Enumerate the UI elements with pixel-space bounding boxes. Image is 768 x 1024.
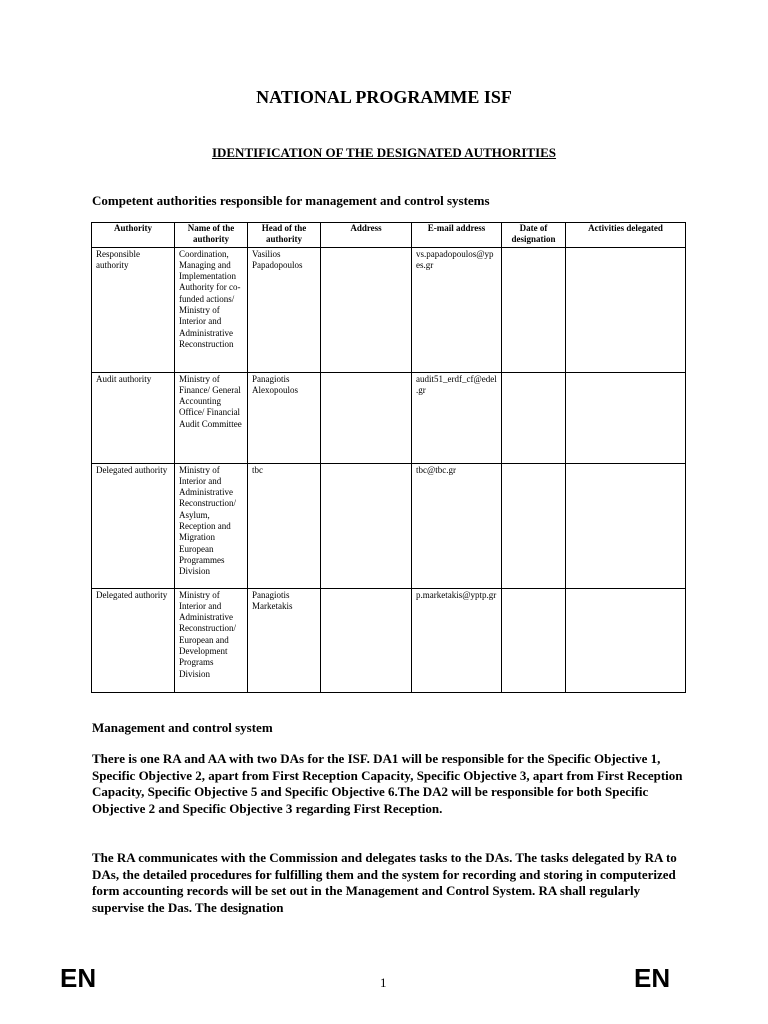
cell-activities [566,463,686,588]
header-activities: Activities delegated [566,223,686,248]
cell-address [321,372,412,463]
header-name: Name of the authority [175,223,248,248]
cell-date [502,588,566,692]
table-row [92,463,686,588]
header-address: Address [321,223,412,248]
authorities-table [91,222,686,693]
mcs-paragraph-1: There is one RA and AA with two DAs for the ISF. DA1 will be responsible for the Specific Objective 1, Specific Objective 2, apart from First Reception Capacity, Specific Objective 3, apart from First Reception Capacity, Specific Objective 5 and Specific Objective 6.The DA2 will be responsible for both Specific Objective 2 and Specific Objective 3 regarding First Reception. [92,751,683,816]
cell-authority: Audit authority [92,372,175,463]
cell-name: Ministry of Interior and Administrative Reconstruction/ Asylum, Reception and Migration European Programmes Division [175,463,248,588]
cell-activities [566,588,686,692]
table-header-row [92,223,686,248]
cell-activities [566,372,686,463]
cell-date [502,247,566,372]
cell-activities [566,247,686,372]
table-row [92,372,686,463]
page-title: NATIONAL PROGRAMME ISF [256,87,512,107]
header-date: Date of designation [502,223,566,248]
footer-language-left: EN [60,963,97,993]
cell-address [321,588,412,692]
cell-date [502,372,566,463]
section-title: IDENTIFICATION OF THE DESIGNATED AUTHORITIES [211,145,557,160]
footer-language-right: EN [634,963,671,993]
table-row [92,588,686,692]
cell-address [321,463,412,588]
cell-authority: Responsible authority [92,247,175,372]
mcs-heading: Management and control system [92,720,273,735]
header-authority: Authority [92,223,175,248]
header-email: E-mail address [412,223,502,248]
cell-head: Panagiotis Alexopoulos [248,372,321,463]
cell-name: Ministry of Interior and Administrative Reconstruction/ European and Development Programs Division [175,588,248,692]
cell-email: audit51_erdf_cf@edel.gr [412,372,502,463]
table-caption: Competent authorities responsible for management and control systems [92,193,490,208]
cell-authority: Delegated authority [92,588,175,692]
page-number: 1 [380,975,387,990]
header-head: Head of the authority [248,223,321,248]
cell-head: Vasilios Papadopoulos [248,247,321,372]
cell-email: tbc@tbc.gr [412,463,502,588]
cell-authority: Delegated authority [92,463,175,588]
cell-name: Ministry of Finance/ General Accounting Office/ Financial Audit Committee [175,372,248,463]
cell-email: p.marketakis@yptp.gr [412,588,502,692]
cell-email: vs.papadopoulos@ypes.gr [412,247,502,372]
cell-head: tbc [248,463,321,588]
mcs-paragraph-2: The RA communicates with the Commission and delegates tasks to the DAs. The tasks delegated by RA to DAs, the detailed procedures for fulfilling them and the system for recording and storing in computerized form accounting records will be set out in the Management and Control System. RA shall regularly supervise the Das. The designation [92,850,677,915]
cell-head: Panagiotis Marketakis [248,588,321,692]
cell-date [502,463,566,588]
cell-address [321,247,412,372]
table-row [92,247,686,372]
cell-name: Coordination, Managing and Implementation Authority for co-funded actions/ Ministry of Interior and Administrative Reconstruction [175,247,248,372]
